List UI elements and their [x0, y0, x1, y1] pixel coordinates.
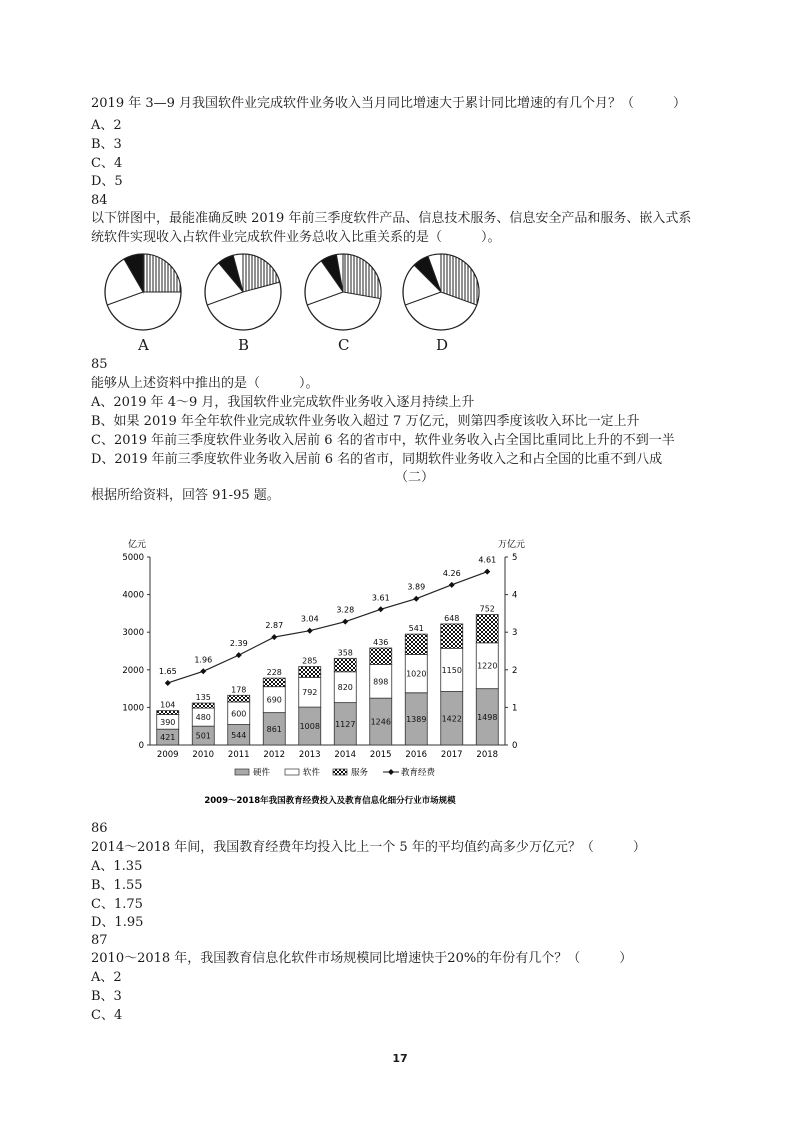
legend-label: 软件 — [303, 768, 321, 778]
bar-service — [370, 648, 392, 664]
funding-label: 3.04 — [300, 614, 319, 624]
pie-label-c: C — [338, 336, 350, 354]
funding-label: 3.28 — [336, 605, 355, 615]
funding-point — [200, 668, 206, 674]
legend-item — [383, 767, 436, 778]
question-85-number: 85 — [91, 357, 108, 372]
q83-option-b: B、3 — [91, 137, 122, 152]
funding-point — [449, 582, 455, 588]
label-service: 752 — [479, 604, 495, 614]
label-service: 436 — [373, 637, 389, 647]
label-hardware: 501 — [195, 731, 211, 741]
y-tick-label: 3000 — [122, 628, 144, 639]
bar-service — [476, 615, 498, 643]
funding-label: 4.61 — [478, 555, 497, 565]
x-tick-label: 2013 — [298, 750, 321, 760]
question-87-stem: 2010～2018 年，我国教育信息化软件市场规模同比增速快于20%的年份有几个？（ ） — [91, 951, 633, 966]
label-software: 792 — [302, 688, 318, 698]
legend-swatch — [285, 769, 299, 775]
bar-service — [441, 624, 463, 648]
q85-option-c: C、2019 年前三季度软件业务收入居前 6 名的省市中，软件业务收入占全国比重同比上升的不到一半 — [91, 433, 675, 448]
label-software: 898 — [373, 677, 389, 687]
funding-point — [342, 619, 348, 625]
label-software: 820 — [337, 683, 353, 693]
label-hardware: 1008 — [299, 722, 320, 732]
x-tick-label: 2018 — [476, 750, 499, 760]
label-hardware: 1389 — [406, 714, 427, 724]
pie-slice — [143, 254, 181, 292]
label-service: 104 — [160, 700, 176, 710]
label-software: 690 — [266, 695, 282, 705]
section-intro: 根据所给资料，回答 91-95 题。 — [91, 488, 280, 503]
funding-point — [378, 606, 384, 612]
label-service: 358 — [337, 648, 353, 658]
y2-tick-label: 2 — [512, 665, 518, 676]
legend-label: 硬件 — [253, 768, 271, 778]
q86-option-d: D、1.95 — [91, 915, 144, 930]
legend-label: 教育经费 — [401, 768, 436, 778]
page-number: 17 — [392, 1052, 408, 1065]
label-service: 285 — [302, 656, 318, 666]
legend-item — [333, 767, 369, 778]
label-hardware: 544 — [231, 730, 247, 740]
pie-option-a — [105, 254, 181, 330]
legend-label: 服务 — [351, 768, 369, 778]
pie-label-a: A — [138, 336, 149, 354]
y2-tick-label: 1 — [512, 703, 518, 714]
label-hardware: 1498 — [477, 712, 498, 722]
q85-option-a: A、2019 年 4～9 月，我国软件业完成软件业务收入逐月持续上升 — [91, 395, 475, 410]
y-tick-label: 1000 — [122, 703, 144, 714]
x-tick-label: 2012 — [263, 750, 286, 760]
bar-service — [228, 695, 250, 702]
label-service: 178 — [231, 685, 247, 695]
q87-option-a: A、2 — [91, 970, 122, 985]
question-86-number: 86 — [91, 821, 108, 836]
bar-service — [263, 678, 285, 687]
y-tick-label: 0 — [138, 741, 144, 751]
funding-label: 1.96 — [194, 655, 213, 665]
bar-service — [157, 711, 179, 715]
funding-label: 3.61 — [371, 593, 390, 603]
label-software: 1150 — [441, 665, 462, 675]
label-service: 228 — [266, 668, 282, 678]
legend-swatch — [235, 769, 249, 775]
label-service: 648 — [444, 613, 460, 623]
y2-tick-label: 0 — [512, 741, 518, 751]
legend-item — [285, 767, 321, 778]
pie-label-d: D — [436, 336, 449, 354]
left-axis-label: 亿元 — [128, 540, 147, 550]
x-tick-label: 2017 — [440, 750, 463, 760]
label-software: 600 — [231, 709, 247, 719]
question-83-stem: 2019 年 3—9 月我国软件业完成软件业务收入当月同比增速大于累计同比增速的有几个月？（ ） — [91, 96, 687, 111]
legend-item — [235, 767, 271, 778]
q86-option-a: A、1.35 — [91, 859, 143, 874]
q86-option-c: C、1.75 — [91, 897, 143, 912]
right-axis-label: 万亿元 — [498, 540, 526, 550]
funding-point — [271, 634, 277, 640]
q84-pie-options — [95, 240, 495, 360]
q83-option-c: C、4 — [91, 156, 123, 171]
education-chart — [95, 525, 565, 815]
question-87-number: 87 — [91, 933, 108, 948]
funding-label: 3.89 — [407, 582, 426, 592]
y2-tick-label: 3 — [512, 628, 518, 639]
q87-option-b: B、3 — [91, 989, 122, 1004]
funding-point — [236, 652, 242, 658]
legend-swatch — [333, 769, 347, 775]
x-tick-label: 2009 — [156, 750, 179, 760]
question-86-stem: 2014～2018 年间，我国教育经费年均投入比上一个 5 年的平均值约高多少万亿元？（ ） — [91, 840, 646, 855]
label-service: 135 — [195, 693, 211, 703]
x-tick-label: 2010 — [192, 750, 215, 760]
x-tick-label: 2014 — [334, 750, 357, 760]
funding-point — [413, 596, 419, 602]
q85-option-d: D、2019 年前三季度软件业务收入居前 6 名的省市，同期软件业务收入之和占全国的比重不到八成 — [91, 452, 663, 467]
label-hardware: 1422 — [441, 714, 462, 724]
pie-slice — [343, 254, 381, 299]
chart-title: 2009～2018年我国教育经费投入及教育信息化细分行业市场规模 — [204, 796, 456, 806]
funding-label: 2.39 — [229, 639, 248, 649]
funding-label: 2.87 — [265, 621, 284, 631]
bar-service — [299, 667, 321, 678]
label-hardware: 861 — [266, 724, 282, 734]
funding-point — [484, 569, 490, 575]
question-84-number: 84 — [91, 193, 108, 208]
funding-label: 1.65 — [158, 666, 177, 676]
q86-option-b: B、1.55 — [91, 878, 143, 893]
bar-service — [192, 703, 214, 708]
y-tick-label: 2000 — [122, 665, 144, 676]
label-software: 1020 — [406, 669, 427, 679]
pie-label-b: B — [238, 336, 250, 354]
legend-marker — [388, 769, 394, 775]
question-85-stem: 能够从上述资料中推出的是（ ）。 — [91, 376, 319, 391]
education-funding-line — [168, 572, 488, 683]
y-tick-label: 5000 — [122, 553, 144, 563]
label-software: 480 — [195, 713, 211, 723]
q87-option-c: C、4 — [91, 1008, 123, 1023]
label-hardware: 421 — [160, 733, 176, 743]
y2-tick-label: 4 — [512, 590, 518, 601]
pie-option-c — [305, 254, 381, 330]
q83-option-a: A、2 — [91, 118, 122, 133]
funding-label: 4.26 — [442, 568, 461, 578]
x-tick-label: 2011 — [227, 750, 250, 760]
q83-option-d: D、5 — [91, 174, 123, 189]
x-tick-label: 2016 — [405, 750, 428, 760]
y-tick-label: 4000 — [122, 590, 144, 601]
funding-point — [307, 628, 313, 634]
q85-option-b: B、如果 2019 年全年软件业完成软件业务收入超过 7 万亿元，则第四季度该收入环比一定上升 — [91, 414, 640, 429]
pie-option-d — [403, 254, 479, 330]
x-tick-label: 2015 — [369, 750, 392, 760]
question-84-stem-line1: 以下饼图中，最能准确反映 2019 年前三季度软件产品、信息技术服务、信息安全产品和服务、嵌入式系 — [91, 211, 692, 226]
label-hardware: 1127 — [335, 719, 356, 729]
label-service: 541 — [408, 624, 424, 634]
y2-tick-label: 5 — [512, 553, 518, 563]
question-84-stem-line2: 统软件实现收入占软件业完成软件业务总收入比重关系的是（ ）。 — [91, 230, 501, 245]
pie-option-b — [205, 254, 281, 330]
label-hardware: 1246 — [370, 717, 391, 727]
section-title: （二） — [395, 470, 435, 485]
label-software: 1220 — [477, 661, 498, 671]
bar-service — [334, 658, 356, 671]
label-software: 390 — [160, 717, 176, 727]
bar-service — [405, 634, 427, 654]
funding-point — [165, 680, 171, 686]
